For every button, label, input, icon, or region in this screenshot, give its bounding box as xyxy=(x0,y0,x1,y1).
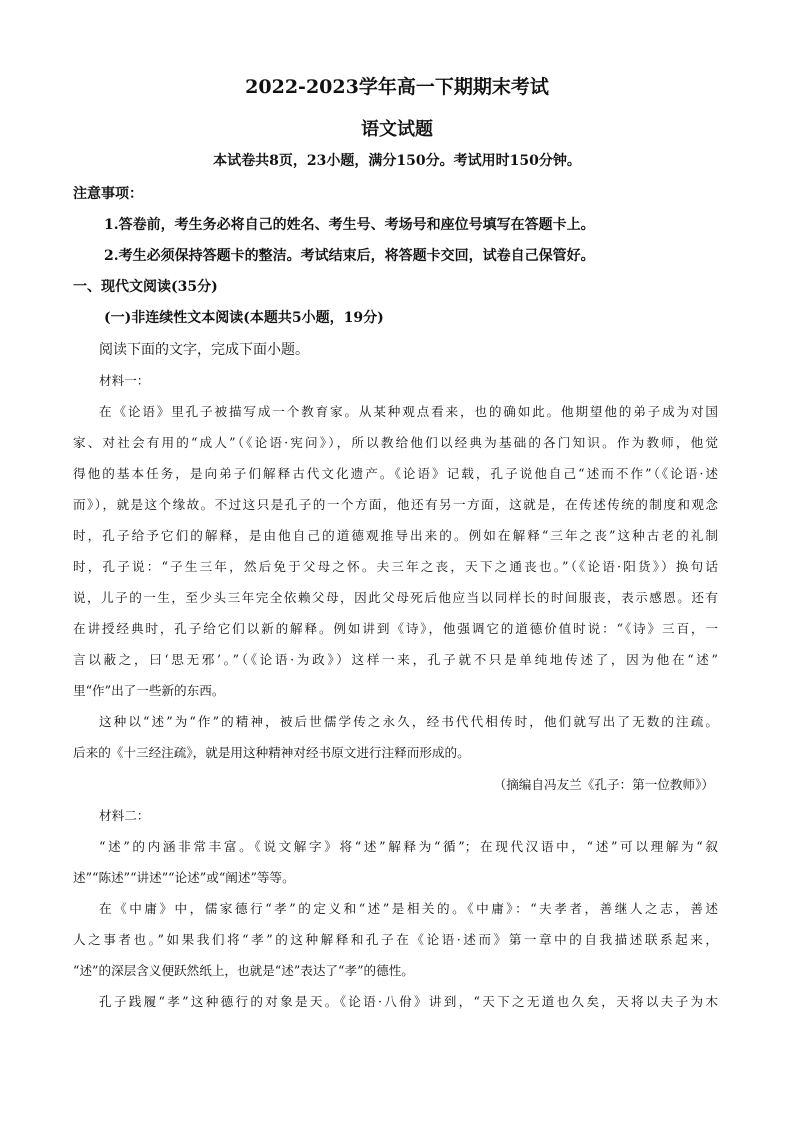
material2-label: 材料二： xyxy=(99,808,150,823)
exam-title: 2022-2023学年高一下期期末考试 xyxy=(245,76,549,98)
material1-line: 说，儿子的一生，至少头三年完全依赖父母，因此父母死后他应当以同样长的时间服丧，表示感恩。还有 xyxy=(73,590,718,605)
notes-heading: 注意事项： xyxy=(73,186,143,202)
section-heading: 一、现代文阅读(35分) xyxy=(73,279,218,295)
material1-line: 在讲授经典时，孔子给它们以新的解释。例如讲到《诗》，他强调它的道德价值时说：“《诗》三百，一 xyxy=(73,621,718,636)
note-item-2: 2.考生必须保持答题卡的整洁。考试结束后，将答题卡交回，试卷自己保管好。 xyxy=(104,248,595,264)
section-subheading: (一)非连续性文本阅读(本题共5小题，19分) xyxy=(104,310,384,326)
material2-para2-line: 人之事者也。”如果我们将“孝”的这种解释和孔子在《论语·述而》第一章中的自我描述联系起来， xyxy=(73,932,718,947)
material1-label: 材料一： xyxy=(99,373,150,388)
material1-line: 时，孔子说：“子生三年，然后免于父母之怀。夫三年之丧，天下之通丧也。”（《论语·阳货》）换句话 xyxy=(73,559,718,574)
material2-para3-line: 孔子践履“孝”这种德行的对象是天。《论语·八佾》讲到，“天下之无道也久矣，天将以夫子为木 xyxy=(99,994,718,1009)
material1-line: 而》），就是这个缘故。不过这只是孔子的一个方面，他还有另一方面，这就是，在传述传统的制度和观念 xyxy=(73,497,718,512)
exam-info: 本试卷共8页，23小题，满分150分。考试用时150分钟。 xyxy=(213,153,581,169)
material1-line: 在《论语》里孔子被描写成一个教育家。从某种观点看来，也的确如此。他期望他的弟子成为对国 xyxy=(99,404,718,419)
material2-para1-line: 述”“陈述”“讲述”“论述”或“阐述”等等。 xyxy=(73,870,295,885)
material2-para2-line: “述”的深层含义便跃然纸上，也就是“述”表达了“孝”的德性。 xyxy=(73,963,414,978)
note-item-1: 1.答卷前，考生务必将自己的姓名、考生号、考场号和座位号填写在答题卡上。 xyxy=(104,217,595,233)
material1-source: （摘编自冯友兰《孔子：第一位教师》） xyxy=(493,777,714,792)
material1-line: 里“作”出了一些新的东西。 xyxy=(73,683,225,698)
reading-instruction: 阅读下面的文字，完成下面小题。 xyxy=(99,342,309,358)
material1-line: 时，孔子给予它们的解释，是由他自己的道德观推导出来的。例如在解释“三年之丧”这种古老的礼制 xyxy=(73,528,718,543)
material1-line: 家、对社会有用的“成人”（《论语·宪问》），所以教给他们以经典为基础的各门知识。作为教师，他觉 xyxy=(73,435,718,450)
material2-para1-line: “述”的内涵非常丰富。《说文解字》将“述”解释为“循”；在现代汉语中，“述”可以理解为“叙 xyxy=(99,839,718,854)
material1-para2-line: 这种以“述”为“作”的精神，被后世儒学传之永久，经书代代相传时，他们就写出了无数的注疏。 xyxy=(99,714,718,729)
material1-para2-line: 后来的《十三经注疏》，就是用这种精神对经书原文进行注释而形成的。 xyxy=(73,745,470,760)
material1-line: 言以蔽之，曰‘思无邪’。”（《论语·为政》）这样一来，孔子就不只是单纯地传述了，因为他在“述” xyxy=(73,652,718,667)
subject-title: 语文试题 xyxy=(361,119,433,140)
material2-para2-line: 在《中庸》中，儒家德行“孝”的定义和“述”是相关的。《中庸》：“夫孝者，善继人之志，善述 xyxy=(99,901,718,916)
material1-line: 得他的基本任务，是向弟子们解释古代文化遗产。《论语》记载，孔子说他自己“述而不作”（《论语·述 xyxy=(73,466,718,481)
